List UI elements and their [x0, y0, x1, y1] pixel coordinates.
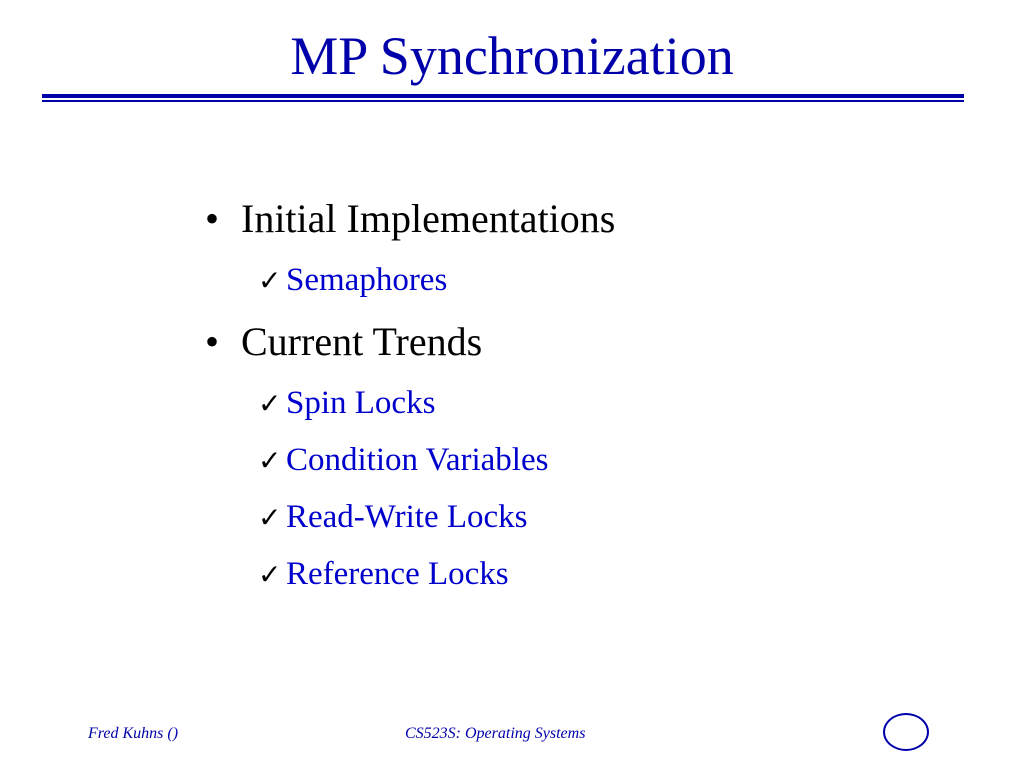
subitem-label: Read-Write Locks — [286, 499, 528, 535]
subitem-label: Condition Variables — [286, 442, 549, 478]
subitem-label: Reference Locks — [286, 556, 509, 592]
bullet-item-initial-implementations — [205, 196, 615, 242]
bullet-icon: • — [205, 196, 220, 241]
footer-course: CS523S: Operating Systems — [405, 725, 586, 742]
title-rule-thin — [42, 100, 964, 102]
title-rule-thick — [42, 94, 964, 98]
checkmark-icon: ✓ — [258, 387, 282, 420]
subitem-read-write-locks — [258, 497, 528, 538]
bullet-label: Initial Implementations — [241, 196, 616, 241]
subitem-label: Spin Locks — [286, 385, 436, 421]
subitem-spin-locks — [258, 383, 435, 424]
footer-author: Fred Kuhns () — [88, 725, 179, 742]
circle-logo-icon — [883, 713, 929, 751]
subitem-condition-variables — [258, 440, 548, 481]
checkmark-icon: ✓ — [258, 264, 282, 297]
checkmark-icon: ✓ — [258, 501, 282, 534]
slide-title: MP Synchronization — [290, 26, 734, 86]
subitem-semaphores — [258, 260, 447, 301]
subitem-reference-locks — [258, 554, 509, 595]
checkmark-icon: ✓ — [258, 558, 282, 591]
bullet-icon: • — [205, 319, 220, 364]
bullet-label: Current Trends — [241, 319, 483, 364]
subitem-label: Semaphores — [286, 262, 448, 298]
bullet-item-current-trends — [205, 319, 482, 365]
checkmark-icon: ✓ — [258, 444, 282, 477]
